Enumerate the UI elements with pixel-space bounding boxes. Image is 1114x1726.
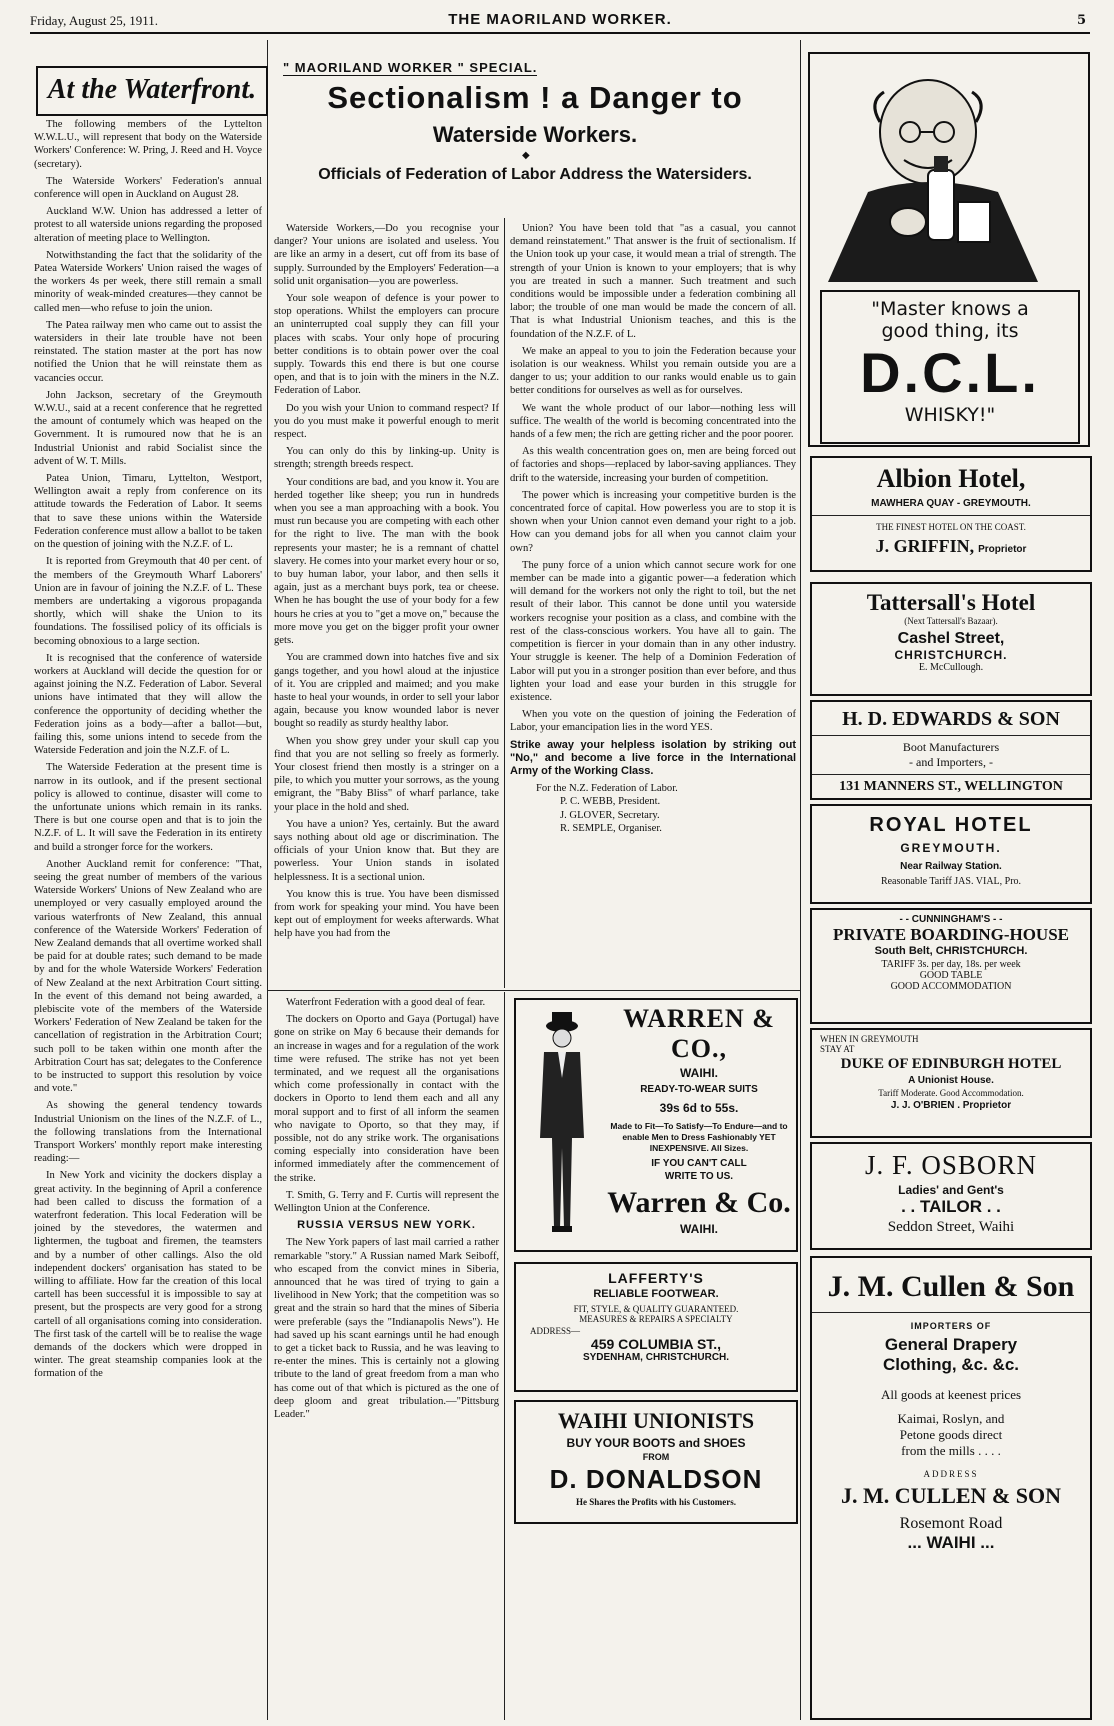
lafferty-street: 459 COLUMBIA ST., xyxy=(590,1336,722,1352)
dcl-whisky-ad xyxy=(808,52,1090,447)
osborn-ad xyxy=(810,1142,1092,1250)
edwards-line-2: - and Importers, - xyxy=(909,755,993,769)
cullen-road: Rosemont Road xyxy=(899,1515,1003,1532)
duke-stay: STAY AT xyxy=(820,1044,855,1054)
warren-write: WRITE TO US. xyxy=(664,1171,734,1182)
tattersalls-hotel-ad xyxy=(810,582,1092,696)
osborn-name: J. F. OSBORN xyxy=(865,1150,1037,1180)
lafferty-tagline: RELIABLE FOOTWEAR. xyxy=(593,1288,719,1300)
article-paragraph: As this wealth concentration goes on, men are being forced out of factories and shops—replaced by labor-saving appliances. They drift to the waterside, increasing your burden of competition. xyxy=(510,446,796,484)
article-paragraph: It is recognised that the conference of waterside workers at Auckland will decide the question for or against joining the N.Z. Federation of Labor. Several unions have intimated that they will allow the conference the opportunity of deciding whether the Federation joins as a body—after a ballot—but, failing this, some unions intend to secede from the Waterside Federation and join the N.Z.F. of L. xyxy=(34,652,262,757)
warren-town-2: WAIHI. xyxy=(680,1222,718,1236)
article-paragraph: The Waterside Federation at the present time is narrow in its outlook, and if the present sectional policy is allowed to continue, disaster will come to the unfortunate unions which remain in its ranks. There is but one course open and that is to join the N.Z.F. of L. It will save the Federation in its entirety and build a stronger force for the workers. xyxy=(34,762,262,853)
tattersall-name: Tattersall's Hotel xyxy=(866,590,1036,615)
signature-line: For the N.Z. Federation of Labor. xyxy=(536,783,678,795)
article-paragraph: Your conditions are bad, and you know it. You are herded together like sheep; you run in hundreds when you see a man approaching with a book. You must run because you are competing with each other for the right to live. The man with the book represents your master; he is a remnant of chattel slavery. He comes into your market every hour or so, to buy human labor, your labor, and then sells it again, just as a merchant buys pork, tea or cheese. When he has bought the use of your body for a few hours he cries at you to "get a move on," because the more move you get on the bigger profit your owner gets. xyxy=(274,476,499,647)
duke-proprietor: J. J. O'BRIEN . Proprietor xyxy=(890,1100,1012,1111)
edwards-address: 131 MANNERS ST., WELLINGTON xyxy=(839,779,1063,794)
article-paragraph: Auckland W.W. Union has addressed a letter of protest to all waterside unions regarding the proposed alteration of meeting place to Wellington. xyxy=(34,206,262,244)
albion-tagline: THE FINEST HOTEL ON THE COAST. xyxy=(876,522,1026,532)
warren-town: WAIHI. xyxy=(680,1066,718,1080)
royal-near: Near Railway Station. xyxy=(900,861,1002,872)
cullen-line-1: General Drapery xyxy=(884,1335,1018,1354)
diamond-ornament-icon: ◆ xyxy=(522,150,530,161)
column-rule xyxy=(504,992,505,1720)
lafferty-name: LAFFERTY'S xyxy=(608,1270,704,1286)
cunningham-top: - - CUNNINGHAM'S - - xyxy=(899,914,1003,925)
cullen-importers: IMPORTERS OF xyxy=(910,1321,992,1331)
headline-second-line: Waterside Workers. xyxy=(432,122,638,147)
article-paragraph: We make an appeal to you to join the Federation because your isolation is our weakness. Whilst you remain outside you are a danger to us; your addition to our ranks would enable us to gain better conditions for ourselves as well as for ourselves. xyxy=(510,345,796,397)
section-rule xyxy=(268,990,800,991)
royal-hotel-ad xyxy=(810,804,1092,904)
waihi-unionists-title: WAIHI UNIONISTS xyxy=(557,1408,755,1433)
article-paragraph: Union? You have been told that "as a casual, you cannot demand reinstatement." That answer is the fruit of sectionalism. If the Union took up your case, it would mean a trial of strength. The strength of your Union is known to your employers; that is why you are treated in such a manner. Such treatment and such conditions would be impossible under a federation combining all labor; the trouble of one man would be made the concern of all. That is what Industrial Unionism teaches, and this is the foundation of the N.Z.F. of L. xyxy=(510,223,796,340)
lafferty-address-label: ADDRESS— xyxy=(530,1326,581,1336)
donaldson-tagline: He Shares the Profits with his Customers. xyxy=(576,1497,736,1507)
dcl-line-2: good thing, its xyxy=(881,320,1019,342)
article-paragraph: When you vote on the question of joining the Federation of Labor, your emancipation lies in the word YES. xyxy=(510,709,796,734)
lafferty-guarantee: FIT, STYLE, & QUALITY GUARANTEED. xyxy=(573,1304,739,1314)
waihi-boots: BUY YOUR BOOTS and SHOES xyxy=(566,1436,746,1450)
column-rule xyxy=(504,218,505,988)
signature-secretary: J. GLOVER, Secretary. xyxy=(560,809,660,821)
warren-description: Made to Fit—To Satisfy—To Endure—and to enable Men to Dress Fashionably YET INEXPENSIVE. All Sizes. xyxy=(610,1121,788,1153)
waihi-from: FROM xyxy=(642,1452,670,1462)
cunningham-ad xyxy=(810,908,1092,1024)
waterfront-column xyxy=(34,118,262,1718)
cunningham-accommodation: GOOD ACCOMMODATION xyxy=(890,981,1012,992)
warren-suits: READY-TO-WEAR SUITS xyxy=(640,1084,758,1095)
warren-call: IF YOU CAN'T CALL xyxy=(651,1158,747,1169)
masthead: THE MAORILAND WORKER. xyxy=(448,11,672,28)
cullen-town: ... WAIHI ... xyxy=(907,1533,995,1552)
albion-hotel-ad xyxy=(810,456,1092,572)
article-paragraph: The power which is increasing your competitive burden is the concentrated force of capital. How powerless you are to stop it is shown when your Union cannot even demand your right to a job. How can you demand jobs for all when you cannot claim your own? xyxy=(510,489,796,554)
article-paragraph: As showing the general tendency towards Industrial Unionism on the lines of the N.Z.F. of L., the following translations from the International Transport Workers' monthly report make interesting reading:— xyxy=(34,1100,262,1165)
cullen-line-5: Petone goods direct xyxy=(899,1427,1003,1442)
albion-address: MAWHERA QUAY - GREYMOUTH. xyxy=(871,498,1031,509)
edwards-ad xyxy=(810,700,1092,800)
osborn-line-1: Ladies' and Gent's xyxy=(898,1183,1004,1197)
tattersall-sub: (Next Tattersall's Bazaar). xyxy=(904,616,998,626)
edwards-name: H. D. EDWARDS & SON xyxy=(842,708,1060,730)
divider xyxy=(812,774,1090,775)
article-paragraph: You know this is true. You have been dismissed from work for speaking your mind. You have been kept out of employment for weeks afterwards. What help have you had from the xyxy=(274,888,499,940)
dcl-line-1: "Master knows a xyxy=(871,298,1029,320)
page-header xyxy=(30,10,1090,34)
duke-hotel-ad xyxy=(810,1028,1092,1138)
column-rule xyxy=(800,40,801,1720)
duke-tariff: Tariff Moderate. Good Accommodation. xyxy=(878,1088,1024,1098)
article-paragraph: Waterside Workers,—Do you recognise your danger? Your unions are isolated and useless. You are like an army in a desert, cut off from its base of supply. Surrounded by the Employers' Federation—a solid unit organisation—you are powerless. xyxy=(274,223,499,287)
issue-date: Friday, August 25, 1911. xyxy=(30,13,158,28)
article-paragraph: Notwithstanding the fact that the solidarity of the Patea Waterside Workers' Union raised the wages of the workers 4s per week, there still remain a small minority of weak-minded creatures—they cannot be called men—who refuse to join the union. xyxy=(34,249,262,314)
cullen-name-2: J. M. CULLEN & SON xyxy=(840,1483,1061,1508)
warren-ad xyxy=(514,998,798,1252)
cullen-name: J. M. Cullen & Son xyxy=(827,1270,1075,1303)
article-paragraph: The dockers on Oporto and Gaya (Portugal) have gone on strike on May 6 because their demands for an increase in wages and for a regulation of the work time were refused. The strike has not yet been terminated, and we request all the organisations which come professionally in contact with the dockers in Oporto to lend them each and all any moral support and to first of all inform the seamen who navigate to Oporto, so that they may, if possible, not do any strike work. The organisations coming especially into consideration have been informed immediately after the commencement of the strike. xyxy=(274,1014,499,1184)
duke-sub: A Unionist House. xyxy=(908,1075,994,1086)
article-paragraph: Do you wish your Union to command respect? If you do you must make it powerful enough to merit respect. xyxy=(274,402,499,441)
cunningham-tariff: TARIFF 3s. per day, 18s. per week xyxy=(881,959,1021,970)
special-column-1 xyxy=(274,222,499,987)
cunningham-location: South Belt, CHRISTCHURCH. xyxy=(874,945,1028,957)
article-paragraph: When you show grey under your skull cap you find that you are not selling so freely as formerly. Your closest friend then mostly is a stringer on a pile, to which you mutter your sorrows, as the young emigrant, the "Baby Bliss" of wharf parlance, take your place in the hold and shed. xyxy=(274,735,499,813)
royal-name: ROYAL HOTEL xyxy=(869,814,1033,836)
lafferty-ad xyxy=(514,1262,798,1392)
headline: Sectionalism ! a Danger to xyxy=(327,80,743,115)
article-paragraph: You have a union? Yes, certainly. But the award says nothing about old age or discrimination. The officials of your Union know that. But they are powerless. Your Union stands in isolated helplessness. It is a sectional union. xyxy=(274,818,499,883)
article-paragraph: It is reported from Greymouth that 40 per cent. of the members of the Greymouth Wharf Laborers' Union are in favour of joining the N.Z.F. of L. These members are undertaking a vigorous propaganda shortly, which will shake the Union to its foundations. The fossilised policy of its officials is becoming obnoxious to a large section. xyxy=(34,556,262,647)
albion-proprietor: J. GRIFFIN, xyxy=(875,536,975,556)
waihi-unionists-ad xyxy=(514,1400,798,1524)
dcl-brand: D.C.L. xyxy=(860,341,1040,404)
duke-top: WHEN IN GREYMOUTH xyxy=(820,1034,919,1044)
edwards-line-1: Boot Manufacturers xyxy=(902,740,1000,754)
warren-name: WARREN & CO., xyxy=(623,1004,775,1063)
duke-name: DUKE OF EDINBURGH HOTEL xyxy=(840,1056,1062,1072)
article-paragraph: The New York papers of last mail carried a rather remarkable "story." A Russian named Mark Seiboff, who escaped from the convict mines in Siberia, announced that he was tired of trying to gain a livelihood in New York; that the competition was so great and the strain so hard that the mines of Siberia were preferable (says the "Indianapolis News"). He had saved up his scant earnings until he had enough to get a ticket back to Russia, and he was leaving to re-enter the mines. This is certainly not a glowing tribute to the land of great freedom from a man who has come out of that which is pictured as the one of deep gloom and great tribulation.—"Pittsburg Leader." xyxy=(274,1237,499,1421)
tattersall-street: Cashel Street, xyxy=(897,630,1005,647)
cunningham-table: GOOD TABLE xyxy=(919,970,983,981)
article-paragraph: In New York and vicinity the dockers display a great activity. In the beginning of April a conference had been called to discuss the formation of a waterfront federation. This local Federation will be joined by the stevedores, the watermen and lightermen, the tugboat and firemen, the teamsters and by a number of other callings. Also the old independent dockers' organisation has stated to be willing to affiliate. How far the creation of this local cartell has been successful it is impossible to say at present, but the prospects are very good for a strong cartell of all organisations coming into consideration. The first task of the cartell will be to realise the wage demands of the dockers which were dropped in winter. The great steamship companies look at the formation of the xyxy=(34,1170,262,1380)
article-paragraph: You are crammed down into hatches five and six gangs together, and you howl aloud at the injustice of it. You are crippled and maimed; and you make haste to heal your wounds, in order to sell your labor again, because you know wounded labor is never bought so readily as sturdy healthy labor. xyxy=(274,652,499,730)
article-paragraph: John Jackson, secretary of the Greymouth W.W.U., said at a recent conference that he regretted the amount of contumely which was heaped on the Government. It is rumoured now that he is an Industrial Unionist and rabid Socialist since the advent of W. T. Mills. xyxy=(34,389,262,467)
dcl-whisky: WHISKY!" xyxy=(904,404,996,426)
special-column-2 xyxy=(510,222,796,987)
warren-price: 39s 6d to 55s. xyxy=(659,1101,739,1115)
article-paragraph: We want the whole product of our labor—nothing less will suffice. The wealth of the world is becoming concentrated into the hands of a few men; the rich are getting richer and the poor poorer. xyxy=(510,402,796,441)
lafferty-city: SYDENHAM, CHRISTCHURCH. xyxy=(582,1352,730,1363)
royal-tariff: Reasonable Tariff JAS. VIAL, Pro. xyxy=(880,876,1022,887)
tattersall-owner: E. McCullough. xyxy=(918,662,984,673)
article-paragraph: You can only do this by linking-up. Unity is strength; strength breeds respect. xyxy=(274,446,499,471)
lower-column xyxy=(274,996,499,1718)
cullen-line-3: All goods at keenest prices xyxy=(880,1387,1022,1402)
cunningham-name: PRIVATE BOARDING-HOUSE xyxy=(833,925,1069,944)
albion-proprietor-title: Proprietor xyxy=(978,544,1027,555)
cullen-line-4: Kaimai, Roslyn, and xyxy=(897,1411,1005,1426)
column-rule xyxy=(267,40,268,1720)
warren-script-name: Warren & Co. xyxy=(607,1186,791,1219)
article-paragraph: Your sole weapon of defence is your power to stop operations. Whilst the employers can procure an uninterrupted coal supply they can fill your places with scabs. Your only hope of procuring better conditions is to obtain power over the coal supply. Towards this end there is but one course open, and that is to join with the miners in the N.Z. Federation of Labor. xyxy=(274,293,499,397)
cullen-line-6: from the mills . . . . xyxy=(901,1443,1001,1458)
osborn-tailor: . . TAILOR . . xyxy=(901,1197,1001,1216)
waterfront-title: At the Waterfront. xyxy=(36,66,268,116)
tattersall-city: CHRISTCHURCH. xyxy=(894,648,1008,662)
divider xyxy=(812,515,1090,516)
subheadline: Officials of Federation of Labor Address the Watersiders. xyxy=(318,166,752,183)
divider xyxy=(812,1312,1090,1313)
cullen-line-2: Clothing, &c. &c. xyxy=(883,1355,1019,1374)
cullen-address-label: ADDRESS xyxy=(923,1469,979,1479)
cullen-ad xyxy=(810,1256,1092,1720)
donaldson-name: D. DONALDSON xyxy=(549,1464,763,1494)
article-paragraph: The Patea railway men who came out to assist the watersiders in their late trouble have not been reinstated. The station master at the port has now notified the Union that he will reinstate them as vacancies occur. xyxy=(34,319,262,384)
russia-heading: RUSSIA VERSUS NEW YORK. xyxy=(297,1219,476,1232)
dcl-panel xyxy=(820,290,1080,444)
article-paragraph: Waterfront Federation with a good deal of fear. xyxy=(286,997,486,1008)
article-paragraph: The Waterside Workers' Federation's annual conference will open in Auckland on August 28. xyxy=(34,175,262,201)
gentleman-figure-icon xyxy=(522,1008,602,1240)
signature-organiser: R. SEMPLE, Organiser. xyxy=(560,822,662,834)
signature-president: P. C. WEBB, President. xyxy=(560,796,661,808)
divider xyxy=(812,735,1090,736)
article-paragraph: T. Smith, G. Terry and F. Curtis will represent the Wellington Union at the Conference. xyxy=(274,1189,499,1215)
article-paragraph: The puny force of a union which cannot secure work for one member can be made into a gigantic power—a federation which will demand for the workers not only the right to toil, but the net result of their labor. This cannot be done until you waterside workers recognise your position as a class, and combine with the rest of the class-conscious workers. You have all to gain. The competition is fiercer in your domain than in any other industry. Your struggle is keener. The help of a Dominion Federation of Labor will put you in a stronger position than ever before, and thus lighten your load and ease your burden in this struggle for existence. xyxy=(510,559,796,703)
call-to-action: Strike away your helpless isolation by striking out "No," and become a live force in the International Army of the Working Class. xyxy=(510,738,796,777)
special-label: " MAORILAND WORKER " SPECIAL. xyxy=(283,60,538,75)
royal-city: GREYMOUTH. xyxy=(900,841,1002,855)
lafferty-specialty: MEASURES & REPAIRS A SPECIALTY xyxy=(579,1314,733,1324)
page-number: 5 xyxy=(1076,13,1086,28)
article-paragraph: Patea Union, Timaru, Lyttelton, Westport, Wellington await a reply from conference on its attitude towards the Federation of Labor. It seems that to save these unions within the Waterside Federation conference must allow a ballot to be taken on the question of joining with the N.Z.F. of L. xyxy=(34,473,262,551)
article-paragraph: The following members of the Lyttelton W.W.L.U., will represent that body on the Waterside Workers' Conference: W. Pring, J. Reed and H. Voyce (secretary). xyxy=(34,119,262,170)
albion-name: Albion Hotel, xyxy=(876,464,1026,493)
article-paragraph: Another Auckland remit for conference: "That, seeing the great number of members of the various Waterside Workers' Unions of New Zealand who are unemployed or very casually employed around the various waterfronts of New Zealand, this annual conference of the Waterside Workers' Federation of New Zealand demands that all overtime worked shall be paid for at double rates; such demand to be made by and for the whole Waterside Workers' Federation of New Zealand at the next Arbitration Court sitting. In the event of this demand not being awarded, a plebiscite vote of the members of the Waterside Workers' Federation of New Zealand be taken for the cancellation of registration in the Arbitration Court; such poll to be taken within one month after the Arbitration Court has sat; delegates to the Conference to be instructed to support this resolution by voice and vote." xyxy=(34,858,262,1095)
osborn-address: Seddon Street, Waihi xyxy=(887,1219,1015,1235)
